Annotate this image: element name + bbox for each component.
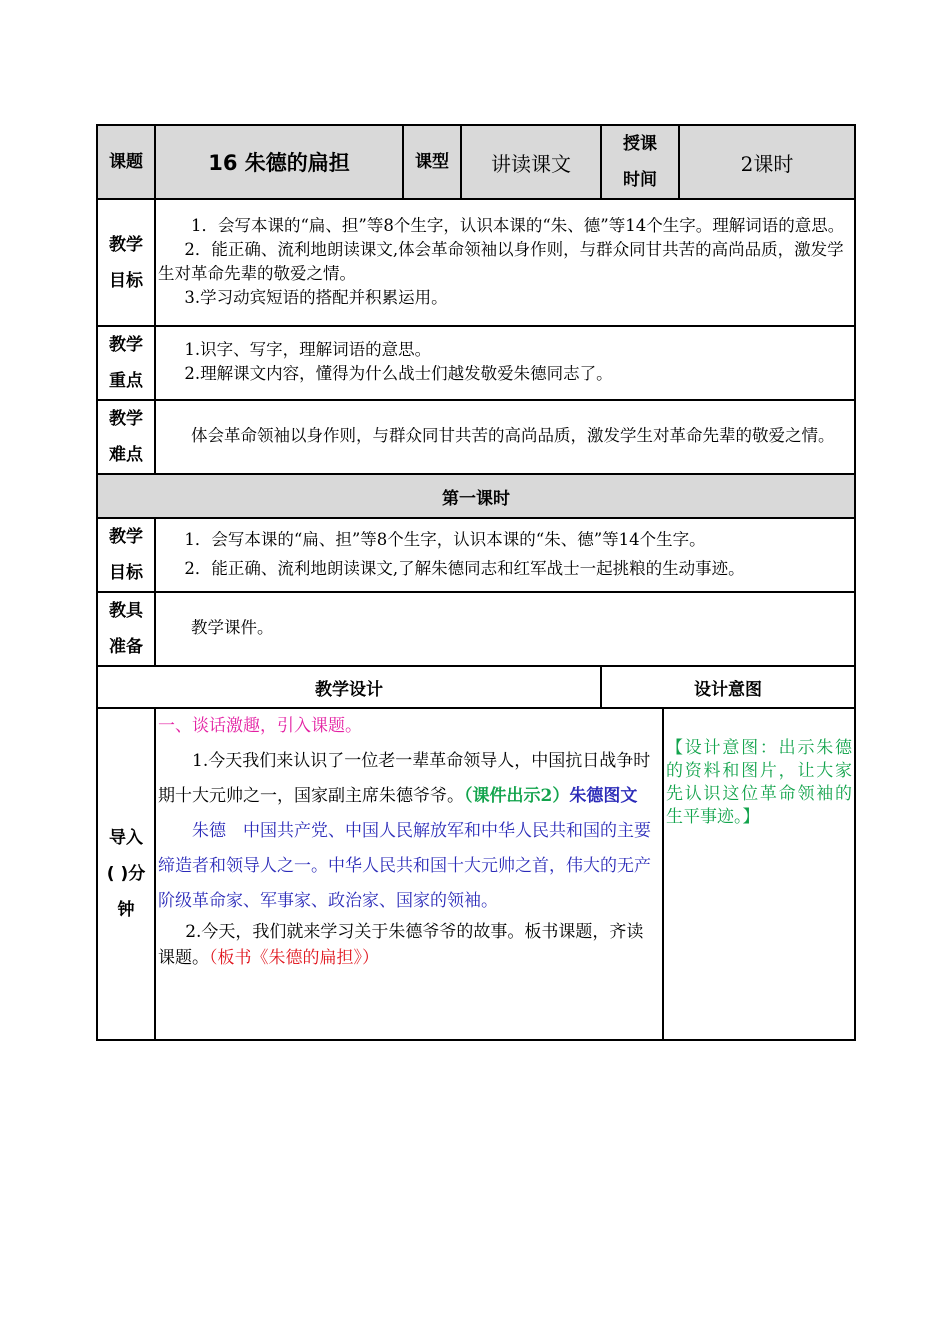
materials-label <box>97 592 155 666</box>
objectives-label <box>97 199 155 326</box>
key-points-row <box>97 326 855 400</box>
difficulties-text: 体会革命领袖以身作则，与群众同甘共苦的高尚品质，激发学生对革命先辈的敬爱之情。 <box>191 426 835 445</box>
difficulties-label-line2: 难点 <box>109 445 143 465</box>
key-points-label <box>97 326 155 400</box>
difficulties-label <box>97 400 155 474</box>
difficulties-row <box>97 400 855 474</box>
objectives-content <box>155 199 855 326</box>
objective-item: 1．会写本课的“扁、担”等8个生字，认识本课的“朱、德”等14个生字。理解词语的意思。 <box>191 215 845 235</box>
materials-label-line1: 教具 <box>109 601 143 621</box>
intro-p2-text: 2.今天，我们就来学习关于朱德爷爷的故事。板书课题，齐读课题。 <box>158 922 644 968</box>
intro-paragraph-2 <box>158 919 660 971</box>
design-header: 教学设计 <box>97 666 601 708</box>
intro-paragraph-1 <box>158 744 660 814</box>
type-label: 课型 <box>403 125 461 199</box>
blackboard-note: （板书《朱德的扁担》） <box>209 948 379 968</box>
key-point-item: 1.识字、写字，理解词语的意思。 <box>184 340 432 359</box>
difficulties-label-line1: 教学 <box>109 409 143 429</box>
first-lesson-objectives-row <box>97 518 855 592</box>
key-points-label-line2: 重点 <box>109 371 143 391</box>
intro-label-line3: 钟 <box>117 900 135 920</box>
intro-label-line2: ( )分 <box>106 864 146 884</box>
intro-label <box>97 708 155 1040</box>
materials-text: 教学课件。 <box>191 618 274 637</box>
objectives-row <box>97 199 855 326</box>
first-lesson-objectives-label-line1: 教学 <box>109 527 143 547</box>
first-lesson-objectives-label-line2: 目标 <box>109 563 143 583</box>
key-point-item: 2.理解课文内容，懂得为什么战士们越发敬爱朱德同志了。 <box>184 364 613 383</box>
zhu-de-image-text-note: 朱德图文 <box>569 786 638 806</box>
materials-content <box>155 592 855 666</box>
difficulties-content <box>155 400 855 474</box>
lesson-plan-document <box>96 124 854 1041</box>
first-lesson-title: 第一课时 <box>97 474 855 518</box>
type-value: 讲读课文 <box>461 125 601 199</box>
first-lesson-objective-item: 1．会写本课的“扁、担”等8个生字，认识本课的“朱、德”等14个生字。 <box>184 530 706 549</box>
lesson-plan-table <box>96 124 856 709</box>
hours-value: 2课时 <box>679 125 855 199</box>
intent-header: 设计意图 <box>601 666 855 708</box>
objective-item: 3.学习动宾短语的搭配并积累运用。 <box>184 287 448 307</box>
key-points-content <box>155 326 855 400</box>
time-label-line2: 时间 <box>623 170 657 190</box>
topic-value: 16 朱德的扁担 <box>155 125 403 199</box>
design-header-row <box>97 666 855 708</box>
key-points-label-line1: 教学 <box>109 335 143 355</box>
intro-row <box>97 708 855 1040</box>
time-label <box>601 125 679 199</box>
intro-content <box>155 708 663 1040</box>
intro-p1-text: 1.今天我们来认识了一位老一辈革命领导人，中国抗日战争时期十大元帅之一，国家副主席朱德爷爷。 <box>158 751 651 806</box>
objective-item: 2．能正确、流利地朗读课文,体会革命领袖以身作则，与群众同甘共苦的高尚品质，激发学生对革命先辈的敬爱之情。 <box>158 239 844 283</box>
courseware-note: （课件出示2） <box>464 786 570 806</box>
intro-heading: 一、谈话激趣，引入课题。 <box>158 716 362 736</box>
zhu-de-bio: 朱德 中国共产党、中国人民解放军和中华人民共和国的主要缔造者和领导人之一。中华人民共和国十大元帅之首，伟大的无产阶级革命家、军事家、政治家、国家的领袖。 <box>158 821 651 911</box>
time-label-line1: 授课 <box>623 134 657 154</box>
header-row <box>97 125 855 199</box>
first-lesson-row <box>97 474 855 518</box>
first-lesson-objectives-content <box>155 518 855 592</box>
materials-label-line2: 准备 <box>109 637 143 657</box>
intro-label-line1: 导入 <box>109 828 143 848</box>
objectives-label-line1: 教学 <box>109 234 143 255</box>
intro-intent: 【设计意图：出示朱德的资料和图片，让大家先认识这位革命领袖的生平事迹。】 <box>663 708 855 1040</box>
first-lesson-objective-item: 2．能正确、流利地朗读课文,了解朱德同志和红军战士一起挑粮的生动事迹。 <box>184 559 745 578</box>
materials-row <box>97 592 855 666</box>
objectives-label-line2: 目标 <box>109 270 143 291</box>
intro-table <box>96 707 856 1041</box>
first-lesson-objectives-label <box>97 518 155 592</box>
topic-label: 课题 <box>97 125 155 199</box>
